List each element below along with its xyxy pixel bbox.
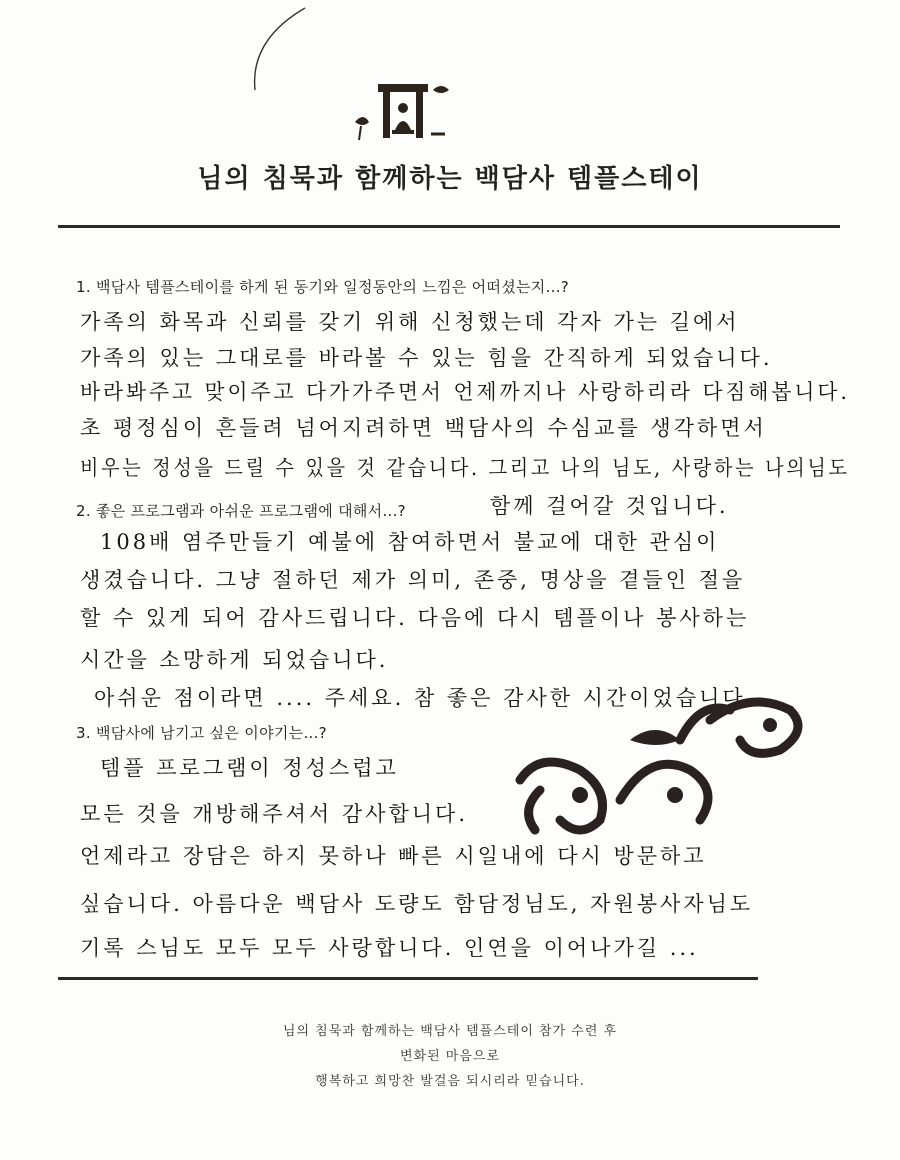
answer-2-line-3: 할 수 있게 되어 감사드립니다. 다음에 다시 템플이나 봉사하는 [80, 606, 750, 630]
answer-1-line-5: 비우는 정성을 드릴 수 있을 것 같습니다. 그리고 나의 님도, 사랑하는 나의님도 [80, 456, 850, 480]
answer-3-line-1: 템플 프로그램이 정성스럽고 [100, 756, 399, 780]
question-1: 1. 백담사 템플스테이를 하게 된 동기와 일정동안의 느낌은 어떠셨는지...? [76, 278, 570, 296]
footer-line-3: 행복하고 희망찬 발걸음 되시리라 믿습니다. [315, 1074, 585, 1089]
question-3: 3. 백담사에 남기고 싶은 이야기는...? [76, 724, 327, 742]
decorative-ornament-icon [480, 680, 820, 850]
answer-1-line-3: 바라봐주고 맞이주고 다가가주면서 언제까지나 사랑하리라 다짐해봅니다. [80, 380, 850, 404]
answer-2-line-1: 108배 염주만들기 예불에 참여하면서 불교에 대한 관심이 [100, 530, 720, 554]
temple-logo-icon [345, 78, 455, 148]
footer-line-1: 님의 침묵과 함께하는 백담사 템플스테이 참가 수련 후 [282, 1024, 618, 1039]
answer-1-line-1: 가족의 화목과 신뢰를 갖기 위해 신청했는데 각자 가는 길에서 [80, 310, 740, 334]
answer-3-line-2: 모든 것을 개방해주셔서 감사합니다. [80, 802, 468, 826]
page-title: 님의 침묵과 함께하는 백담사 템플스테이 [197, 164, 703, 194]
footer-line-2: 변화된 마음으로 [399, 1049, 501, 1064]
answer-1-line-4: 초 평정심이 흔들려 넘어지려하면 백담사의 수심교를 생각하면서 [80, 416, 767, 440]
question-2: 2. 좋은 프로그램과 아쉬운 프로그램에 대해서...? [76, 502, 406, 520]
answer-1-line-2: 가족의 있는 그대로를 바라볼 수 있는 힘을 간직하게 되었습니다. [80, 346, 773, 370]
divider-top [58, 225, 840, 228]
answer-1-line-6: 함께 걸어갈 것입니다. [490, 494, 729, 518]
answer-3-line-5: 기록 스님도 모두 모두 사랑합니다. 인연을 이어나가길 ... [80, 936, 699, 960]
answer-3-line-3: 언제라고 장담은 하지 못하나 빠른 시일내에 다시 방문하고 [80, 844, 707, 868]
answer-2-line-2: 생겼습니다. 그냥 절하던 제가 의미, 존중, 명상을 곁들인 절을 [80, 568, 746, 592]
answer-2-line-4: 시간을 소망하게 되었습니다. [80, 648, 389, 672]
divider-bottom [58, 977, 758, 980]
answer-2-line-5: 아쉬운 점이라면 .... 주세요. 참 좋은 감사한 시간이었습니다. [94, 686, 756, 710]
answer-3-line-4: 싶습니다. 아름다운 백담사 도량도 함담정님도, 자원봉사자님도 [80, 892, 754, 916]
